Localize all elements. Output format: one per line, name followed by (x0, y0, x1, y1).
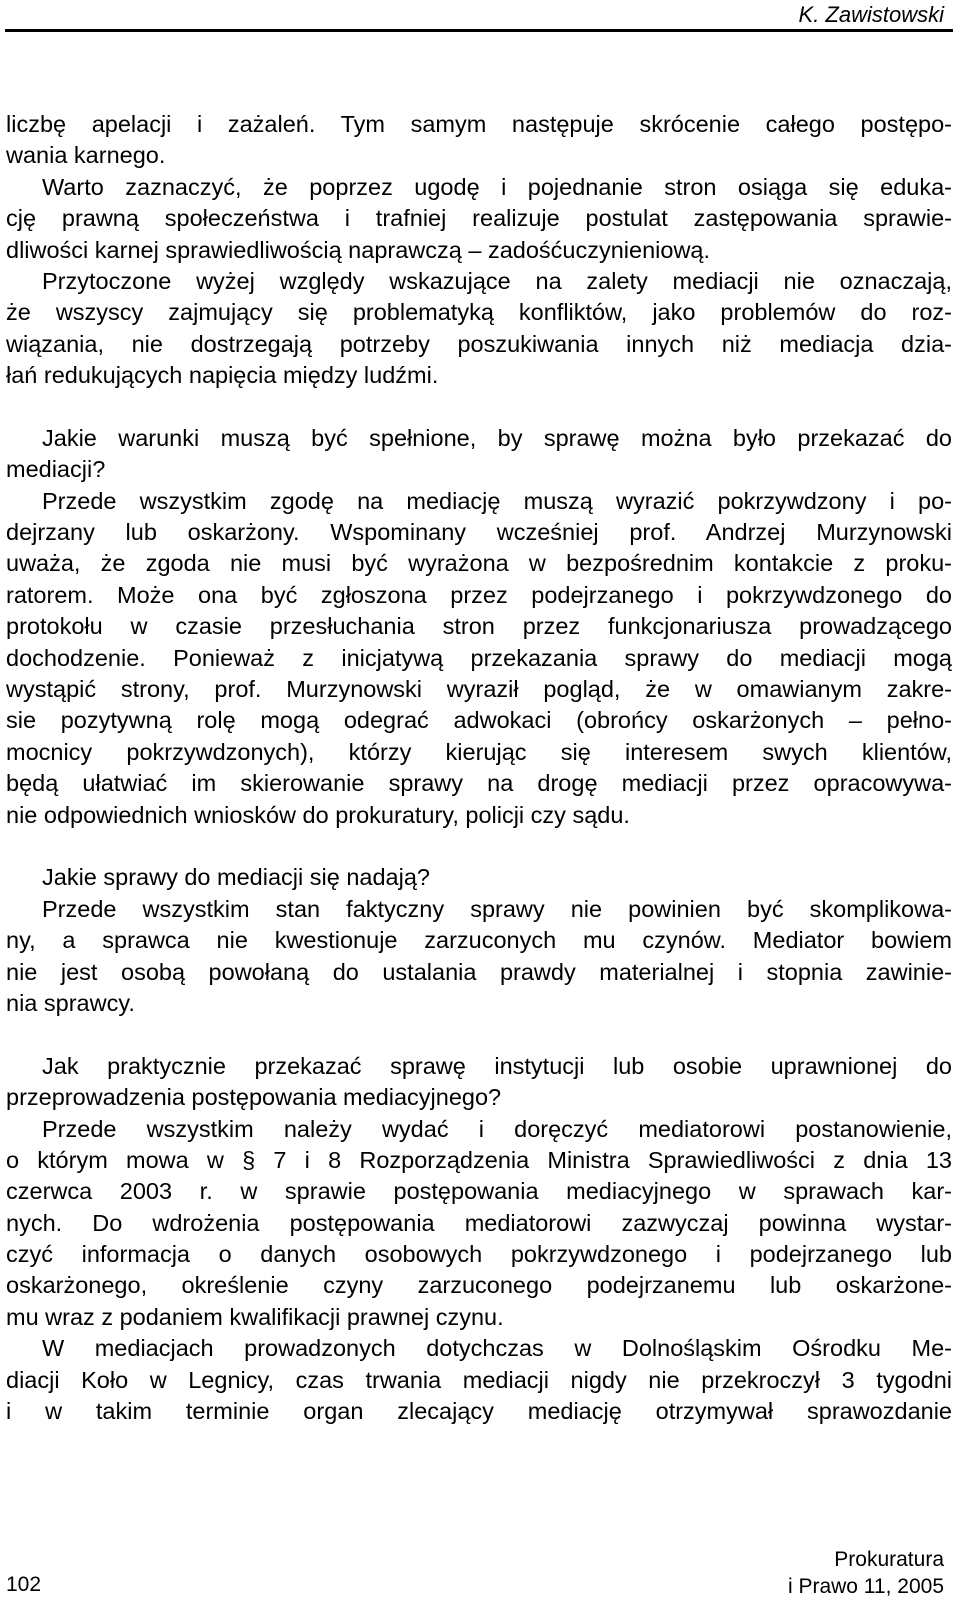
text-line: wystąpić strony, prof. Murzynowski wyraził pogląd, że w omawianym zakre- (6, 676, 952, 703)
text-line: uważa, że zgoda nie musi być wyrażona w bezpośrednim kontakcie z proku- (6, 550, 952, 577)
page-number: 102 (6, 1573, 42, 1596)
text-line: protokołu w czasie przesłuchania stron przez funkcjonariusza prowadzącego (6, 613, 952, 640)
text-line: mu wraz z podaniem kwalifikacji prawnej czynu. (6, 1303, 504, 1330)
text-line: nia sprawcy. (6, 989, 135, 1016)
text-line: nie jest osobą powołaną do ustalania prawdy materialnej i stopnia zawinie- (6, 958, 952, 985)
body-text (6, 109, 952, 1427)
text-line: dejrzany lub oskarżony. Wspominany wcześniej prof. Andrzej Murzynowski (6, 519, 952, 546)
text-line: wania karnego. (6, 142, 166, 169)
question-line: Jak praktycznie przekazać sprawę instytucji lub osobie uprawnionej do (42, 1052, 952, 1079)
text-line: wiązania, nie dostrzegają potrzeby poszukiwania innych niż mediacja dzia- (6, 330, 952, 357)
running-header-author: K. Zawistowski (798, 2, 944, 27)
text-line: będą ułatwiać im skierowanie sprawy na drogę mediacji przez opracowywa- (6, 770, 952, 797)
question-line: Jakie sprawy do mediacji się nadają? (42, 864, 430, 891)
journal-footer (788, 1546, 944, 1600)
text-line: mocnicy pokrzywdzonych), którzy kierując się interesem swych klientów, (6, 738, 952, 765)
text-line: liczbę apelacji i zażaleń. Tym samym następuje skrócenie całego postępo- (6, 111, 952, 137)
journal-title: Prokuratura (834, 1548, 944, 1571)
text-line: o którym mowa w § 7 i 8 Rozporządzenia Ministra Sprawiedliwości z dnia 13 (6, 1146, 952, 1173)
text-line: i w takim terminie organ zlecający mediację otrzymywał sprawozdanie (6, 1398, 952, 1425)
text-line: łań redukujących napięcia między ludźmi. (6, 362, 439, 389)
text-line: oskarżonego, określenie czyny zarzuconego podejrzanemu lub oskarżone- (6, 1272, 952, 1299)
question-line: przeprowadzenia postępowania mediacyjnego? (6, 1084, 502, 1111)
text-line: czerwca 2003 r. w sprawie postępowania mediacyjnego w sprawach kar- (6, 1178, 952, 1205)
question-line: mediacji? (6, 456, 106, 483)
text-line: Przede wszystkim zgodę na mediację muszą wyrazić pokrzywdzony i po- (42, 487, 952, 514)
text-line: dliwości karnej sprawiedliwością naprawczą – zadośćuczynieniową. (6, 236, 711, 263)
text-line: W mediacjach prowadzonych dotychczas w Dolnośląskim Ośrodku Me- (42, 1335, 952, 1362)
header-rule (5, 29, 953, 32)
text-line: że wszyscy zajmujący się problematyką konfliktów, jako problemów do roz- (6, 299, 952, 326)
text-line: dochodzenie. Ponieważ z inicjatywą przekazania sprawy do mediacji mogą (6, 644, 952, 671)
text-line: Przede wszystkim należy wydać i doręczyć mediatorowi postanowienie, (42, 1115, 952, 1142)
text-line: nych. Do wdrożenia postępowania mediatorowi zazwyczaj powinna wystar- (6, 1209, 952, 1236)
text-line: Przede wszystkim stan faktyczny sprawy nie powinien być skomplikowa- (42, 895, 952, 922)
text-line: Przytoczone wyżej względy wskazujące na zalety mediacji nie oznaczają, (42, 267, 952, 294)
text-line: sie pozytywną rolę mogą odegrać adwokaci (obrońcy oskarżonych – pełno- (6, 707, 952, 734)
text-line: cję prawną społeczeństwa i trafniej realizuje postulat zastępowania sprawie- (6, 205, 952, 232)
text-line: ratorem. Może ona być zgłoszona przez podejrzanego i pokrzywdzonego do (6, 581, 952, 608)
journal-issue: i Prawo 11, 2005 (787, 1575, 944, 1598)
text-line: Warto zaznaczyć, że poprzez ugodę i pojednanie stron osiąga się eduka- (42, 173, 952, 200)
text-line: nie odpowiednich wniosków do prokuratury, policji czy sądu. (6, 801, 630, 828)
text-line: ny, a sprawca nie kwestionuje zarzuconych mu czynów. Mediator bowiem (6, 927, 952, 954)
text-line: diacji Koło w Legnicy, czas trwania mediacji nigdy nie przekroczył 3 tygodni (6, 1366, 952, 1393)
question-line: Jakie warunki muszą być spełnione, by sprawę można było przekazać do (42, 424, 952, 451)
text-line: czyć informacja o danych osobowych pokrzywdzonego i podejrzanego lub (6, 1241, 952, 1268)
